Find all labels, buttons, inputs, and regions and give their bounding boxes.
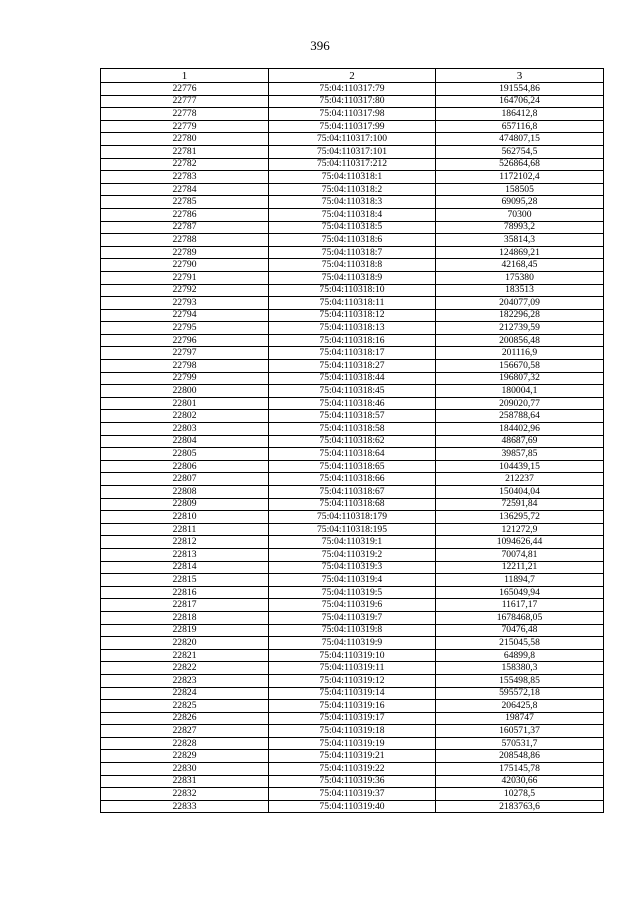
cadastral-number-cell: 75:04:110318:1	[269, 171, 436, 184]
table-row	[101, 171, 604, 184]
table-row	[101, 410, 604, 423]
table-row	[101, 624, 604, 637]
table-row	[101, 297, 604, 310]
value-cell: 158505	[436, 183, 604, 196]
cadastral-number-cell: 75:04:110319:16	[269, 700, 436, 713]
table-row	[101, 498, 604, 511]
value-cell: 104439,15	[436, 460, 604, 473]
cadastral-number-cell: 75:04:110319:12	[269, 674, 436, 687]
table-row	[101, 649, 604, 662]
value-cell: 258788,64	[436, 410, 604, 423]
row-number-cell: 22821	[101, 649, 269, 662]
row-number-cell: 22798	[101, 360, 269, 373]
cadastral-number-cell: 75:04:110318:195	[269, 523, 436, 536]
cadastral-number-cell: 75:04:110318:13	[269, 322, 436, 335]
value-cell: 11617,17	[436, 599, 604, 612]
header-row	[101, 69, 604, 83]
cadastral-number-cell: 75:04:110318:64	[269, 448, 436, 461]
row-number-cell: 22827	[101, 725, 269, 738]
row-number-cell: 22794	[101, 309, 269, 322]
value-cell: 78993,2	[436, 221, 604, 234]
value-cell: 204077,09	[436, 297, 604, 310]
table-header	[101, 69, 604, 83]
value-cell: 160571,37	[436, 725, 604, 738]
cadastral-number-cell: 75:04:110317:98	[269, 108, 436, 121]
cadastral-number-cell: 75:04:110319:8	[269, 624, 436, 637]
value-cell: 72591,84	[436, 498, 604, 511]
value-cell: 70074,81	[436, 548, 604, 561]
cadastral-number-cell: 75:04:110318:6	[269, 234, 436, 247]
table-row	[101, 763, 604, 776]
cadastral-number-cell: 75:04:110319:37	[269, 788, 436, 801]
table-row	[101, 95, 604, 108]
row-number-cell: 22777	[101, 95, 269, 108]
cadastral-number-cell: 75:04:110319:40	[269, 800, 436, 813]
table-row	[101, 750, 604, 763]
row-number-cell: 22791	[101, 271, 269, 284]
table-row	[101, 259, 604, 272]
registry-table	[100, 68, 604, 813]
table-row	[101, 523, 604, 536]
value-cell: 165049,94	[436, 586, 604, 599]
row-number-cell: 22804	[101, 435, 269, 448]
table-row	[101, 397, 604, 410]
row-number-cell: 22802	[101, 410, 269, 423]
table-row	[101, 473, 604, 486]
table-row	[101, 700, 604, 713]
cadastral-number-cell: 75:04:110319:21	[269, 750, 436, 763]
value-cell: 474807,15	[436, 133, 604, 146]
value-cell: 206425,8	[436, 700, 604, 713]
value-cell: 186412,8	[436, 108, 604, 121]
cadastral-number-cell: 75:04:110319:3	[269, 561, 436, 574]
table-row	[101, 435, 604, 448]
column-header-3: 3	[436, 69, 604, 83]
cadastral-number-cell: 75:04:110317:101	[269, 145, 436, 158]
table-row	[101, 284, 604, 297]
cadastral-number-cell: 75:04:110318:27	[269, 360, 436, 373]
row-number-cell: 22830	[101, 763, 269, 776]
table-row	[101, 800, 604, 813]
table-row	[101, 775, 604, 788]
value-cell: 10278,5	[436, 788, 604, 801]
table-row	[101, 83, 604, 96]
table-row	[101, 561, 604, 574]
table-row	[101, 133, 604, 146]
row-number-cell: 22797	[101, 347, 269, 360]
row-number-cell: 22828	[101, 737, 269, 750]
cadastral-number-cell: 75:04:110318:66	[269, 473, 436, 486]
cadastral-number-cell: 75:04:110318:12	[269, 309, 436, 322]
column-header-1: 1	[101, 69, 269, 83]
value-cell: 209020,77	[436, 397, 604, 410]
cadastral-number-cell: 75:04:110319:6	[269, 599, 436, 612]
cadastral-number-cell: 75:04:110319:1	[269, 536, 436, 549]
column-header-2: 2	[269, 69, 436, 83]
row-number-cell: 22824	[101, 687, 269, 700]
table-row	[101, 737, 604, 750]
cadastral-number-cell: 75:04:110318:45	[269, 385, 436, 398]
cadastral-number-cell: 75:04:110318:4	[269, 208, 436, 221]
cadastral-number-cell: 75:04:110318:68	[269, 498, 436, 511]
value-cell: 184402,96	[436, 423, 604, 436]
table-row	[101, 183, 604, 196]
table-row	[101, 460, 604, 473]
table-row	[101, 208, 604, 221]
value-cell: 70300	[436, 208, 604, 221]
table-row	[101, 599, 604, 612]
row-number-cell: 22832	[101, 788, 269, 801]
row-number-cell: 22803	[101, 423, 269, 436]
cadastral-number-cell: 75:04:110318:58	[269, 423, 436, 436]
table-row	[101, 548, 604, 561]
row-number-cell: 22829	[101, 750, 269, 763]
value-cell: 12211,21	[436, 561, 604, 574]
row-number-cell: 22810	[101, 511, 269, 524]
row-number-cell: 22811	[101, 523, 269, 536]
table-row	[101, 611, 604, 624]
row-number-cell: 22784	[101, 183, 269, 196]
row-number-cell: 22780	[101, 133, 269, 146]
table-row	[101, 674, 604, 687]
value-cell: 562754,5	[436, 145, 604, 158]
value-cell: 201116,9	[436, 347, 604, 360]
cadastral-number-cell: 75:04:110317:99	[269, 120, 436, 133]
cadastral-number-cell: 75:04:110317:100	[269, 133, 436, 146]
row-number-cell: 22787	[101, 221, 269, 234]
value-cell: 183513	[436, 284, 604, 297]
cadastral-number-cell: 75:04:110318:8	[269, 259, 436, 272]
cadastral-number-cell: 75:04:110319:36	[269, 775, 436, 788]
value-cell: 69095,28	[436, 196, 604, 209]
table-row	[101, 234, 604, 247]
table-row	[101, 360, 604, 373]
value-cell: 212237	[436, 473, 604, 486]
value-cell: 164706,24	[436, 95, 604, 108]
value-cell: 1172102,4	[436, 171, 604, 184]
cadastral-number-cell: 75:04:110318:17	[269, 347, 436, 360]
table-row	[101, 712, 604, 725]
table-row	[101, 372, 604, 385]
row-number-cell: 22822	[101, 662, 269, 675]
value-cell: 180004,1	[436, 385, 604, 398]
value-cell: 42030,66	[436, 775, 604, 788]
page-number: 396	[310, 38, 330, 53]
cadastral-number-cell: 75:04:110318:5	[269, 221, 436, 234]
row-number-cell: 22825	[101, 700, 269, 713]
value-cell: 11894,7	[436, 574, 604, 587]
row-number-cell: 22776	[101, 83, 269, 96]
value-cell: 42168,45	[436, 259, 604, 272]
value-cell: 196807,32	[436, 372, 604, 385]
cadastral-number-cell: 75:04:110319:2	[269, 548, 436, 561]
row-number-cell: 22796	[101, 334, 269, 347]
row-number-cell: 22792	[101, 284, 269, 297]
cadastral-number-cell: 75:04:110319:7	[269, 611, 436, 624]
table-row	[101, 196, 604, 209]
table-row	[101, 271, 604, 284]
value-cell: 150404,04	[436, 486, 604, 499]
row-number-cell: 22793	[101, 297, 269, 310]
value-cell: 191554,86	[436, 83, 604, 96]
cadastral-number-cell: 75:04:110318:57	[269, 410, 436, 423]
table-row	[101, 725, 604, 738]
row-number-cell: 22785	[101, 196, 269, 209]
row-number-cell: 22779	[101, 120, 269, 133]
row-number-cell: 22818	[101, 611, 269, 624]
table-row	[101, 309, 604, 322]
cadastral-number-cell: 75:04:110319:17	[269, 712, 436, 725]
table-row	[101, 536, 604, 549]
table-row	[101, 145, 604, 158]
row-number-cell: 22801	[101, 397, 269, 410]
row-number-cell: 22805	[101, 448, 269, 461]
row-number-cell: 22786	[101, 208, 269, 221]
value-cell: 182296,28	[436, 309, 604, 322]
cadastral-number-cell: 75:04:110318:44	[269, 372, 436, 385]
value-cell: 64899,8	[436, 649, 604, 662]
cadastral-number-cell: 75:04:110317:212	[269, 158, 436, 171]
table-row	[101, 662, 604, 675]
row-number-cell: 22799	[101, 372, 269, 385]
value-cell: 212739,59	[436, 322, 604, 335]
value-cell: 121272,9	[436, 523, 604, 536]
table-body	[101, 83, 604, 813]
value-cell: 124869,21	[436, 246, 604, 259]
value-cell: 1678468,05	[436, 611, 604, 624]
cadastral-number-cell: 75:04:110319:14	[269, 687, 436, 700]
value-cell: 136295,72	[436, 511, 604, 524]
cadastral-number-cell: 75:04:110318:179	[269, 511, 436, 524]
row-number-cell: 22819	[101, 624, 269, 637]
value-cell: 198747	[436, 712, 604, 725]
row-number-cell: 22831	[101, 775, 269, 788]
row-number-cell: 22790	[101, 259, 269, 272]
row-number-cell: 22807	[101, 473, 269, 486]
cadastral-number-cell: 75:04:110319:19	[269, 737, 436, 750]
row-number-cell: 22815	[101, 574, 269, 587]
value-cell: 155498,85	[436, 674, 604, 687]
value-cell: 70476,48	[436, 624, 604, 637]
cadastral-number-cell: 75:04:110319:9	[269, 637, 436, 650]
row-number-cell: 22808	[101, 486, 269, 499]
table-row	[101, 334, 604, 347]
value-cell: 175380	[436, 271, 604, 284]
table-row	[101, 108, 604, 121]
cadastral-number-cell: 75:04:110318:2	[269, 183, 436, 196]
row-number-cell: 22816	[101, 586, 269, 599]
value-cell: 48687,69	[436, 435, 604, 448]
cadastral-number-cell: 75:04:110318:3	[269, 196, 436, 209]
cadastral-number-cell: 75:04:110318:7	[269, 246, 436, 259]
table-row	[101, 486, 604, 499]
value-cell: 595572,18	[436, 687, 604, 700]
value-cell: 215045,58	[436, 637, 604, 650]
table-row	[101, 574, 604, 587]
cadastral-number-cell: 75:04:110318:11	[269, 297, 436, 310]
cadastral-number-cell: 75:04:110319:22	[269, 763, 436, 776]
cadastral-number-cell: 75:04:110317:79	[269, 83, 436, 96]
cadastral-number-cell: 75:04:110318:65	[269, 460, 436, 473]
value-cell: 208548,86	[436, 750, 604, 763]
table-row	[101, 788, 604, 801]
row-number-cell: 22788	[101, 234, 269, 247]
value-cell: 158380,3	[436, 662, 604, 675]
row-number-cell: 22823	[101, 674, 269, 687]
value-cell: 570531,7	[436, 737, 604, 750]
row-number-cell: 22826	[101, 712, 269, 725]
cadastral-number-cell: 75:04:110318:62	[269, 435, 436, 448]
table-row	[101, 423, 604, 436]
value-cell: 175145,78	[436, 763, 604, 776]
table-row	[101, 246, 604, 259]
table-row	[101, 637, 604, 650]
row-number-cell: 22806	[101, 460, 269, 473]
table-row	[101, 448, 604, 461]
value-cell: 526864,68	[436, 158, 604, 171]
value-cell: 200856,48	[436, 334, 604, 347]
row-number-cell: 22813	[101, 548, 269, 561]
row-number-cell: 22814	[101, 561, 269, 574]
table-row	[101, 687, 604, 700]
table-row	[101, 586, 604, 599]
row-number-cell: 22782	[101, 158, 269, 171]
cadastral-number-cell: 75:04:110317:80	[269, 95, 436, 108]
table-row	[101, 322, 604, 335]
value-cell: 657116,8	[436, 120, 604, 133]
table-row	[101, 511, 604, 524]
value-cell: 2183763,6	[436, 800, 604, 813]
row-number-cell: 22778	[101, 108, 269, 121]
cadastral-number-cell: 75:04:110319:5	[269, 586, 436, 599]
table-row	[101, 347, 604, 360]
row-number-cell: 22783	[101, 171, 269, 184]
value-cell: 156670,58	[436, 360, 604, 373]
table-row	[101, 385, 604, 398]
cadastral-number-cell: 75:04:110319:10	[269, 649, 436, 662]
row-number-cell: 22820	[101, 637, 269, 650]
row-number-cell: 22795	[101, 322, 269, 335]
cadastral-number-cell: 75:04:110318:16	[269, 334, 436, 347]
cadastral-number-cell: 75:04:110318:9	[269, 271, 436, 284]
table-row	[101, 120, 604, 133]
cadastral-number-cell: 75:04:110318:67	[269, 486, 436, 499]
cadastral-number-cell: 75:04:110318:10	[269, 284, 436, 297]
cadastral-number-cell: 75:04:110318:46	[269, 397, 436, 410]
cadastral-number-cell: 75:04:110319:11	[269, 662, 436, 675]
value-cell: 1094626,44	[436, 536, 604, 549]
row-number-cell: 22817	[101, 599, 269, 612]
table-row	[101, 158, 604, 171]
cadastral-number-cell: 75:04:110319:4	[269, 574, 436, 587]
value-cell: 39857,85	[436, 448, 604, 461]
row-number-cell: 22781	[101, 145, 269, 158]
row-number-cell: 22800	[101, 385, 269, 398]
table-row	[101, 221, 604, 234]
value-cell: 35814,3	[436, 234, 604, 247]
row-number-cell: 22789	[101, 246, 269, 259]
row-number-cell: 22833	[101, 800, 269, 813]
row-number-cell: 22812	[101, 536, 269, 549]
row-number-cell: 22809	[101, 498, 269, 511]
cadastral-number-cell: 75:04:110319:18	[269, 725, 436, 738]
